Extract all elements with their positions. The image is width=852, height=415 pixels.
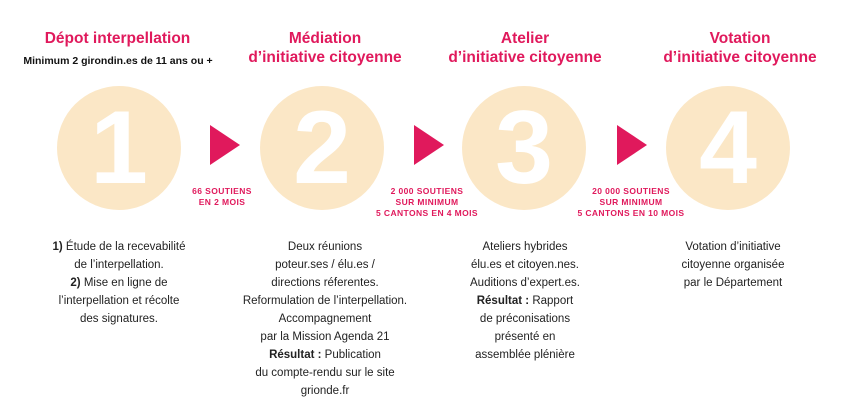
desc-line: des signatures. — [80, 313, 158, 325]
step-1-title-line: Dépot interpellation — [44, 30, 191, 47]
desc-line: directions réferentes. — [271, 277, 379, 289]
desc-line: Résultat : Rapport — [476, 295, 574, 307]
step-1-title — [15, 29, 220, 48]
step-3-title-line: d’initiative citoyenne — [448, 49, 602, 66]
threshold-1 — [167, 186, 277, 208]
step-1-number: 1 — [90, 90, 148, 206]
arrow-right-icon — [617, 125, 647, 165]
step-4-number: 4 — [699, 90, 757, 206]
desc-line: citoyenne organisée — [681, 259, 785, 271]
step-4-description — [648, 238, 818, 292]
desc-line: du compte-rendu sur le site — [255, 367, 395, 379]
desc-line: assemblée plénière — [475, 349, 575, 361]
threshold-line: 2 000 SOUTIENS — [390, 186, 464, 196]
desc-line: de l’interpellation. — [74, 259, 164, 271]
threshold-line: 5 CANTONS EN 4 MOIS — [376, 208, 478, 218]
step-3-title-line: Atelier — [500, 30, 550, 47]
threshold-line: 66 SOUTIENS — [192, 186, 252, 196]
desc-line: Votation d’initiative — [685, 241, 781, 253]
desc-line: Auditions d’expert.es. — [470, 277, 580, 289]
desc-line: Accompagnement — [278, 313, 372, 325]
step-1-description — [30, 238, 208, 328]
desc-line: poteur.ses / élu.es / — [275, 259, 375, 271]
desc-line: par le Département — [683, 277, 783, 289]
step-3-title — [425, 29, 625, 67]
step-2-title-line: Médiation — [288, 30, 362, 47]
threshold-line: SUR MINIMUM — [599, 197, 663, 207]
desc-line: présenté en — [494, 331, 556, 343]
step-4-title-line: Votation — [709, 30, 771, 47]
desc-line: Résultat : Publication — [269, 349, 381, 361]
step-2-title-line: d’initiative citoyenne — [248, 49, 402, 66]
desc-line: Ateliers hybrides — [482, 241, 568, 253]
step-2-description — [222, 238, 428, 400]
desc-line: 1) Étude de la recevabilité — [52, 241, 186, 253]
arrow-right-icon — [414, 125, 444, 165]
desc-line: Reformulation de l’interpellation. — [242, 295, 408, 307]
desc-line: 2) Mise en ligne de — [70, 277, 168, 289]
desc-line: l’interpellation et récolte — [58, 295, 180, 307]
step-3-description — [440, 238, 610, 364]
threshold-line: EN 2 MOIS — [198, 197, 246, 207]
desc-line: grionde.fr — [300, 385, 350, 397]
step-4-title — [640, 29, 840, 67]
desc-line: par la Mission Agenda 21 — [260, 331, 390, 343]
step-4-title-line: d’initiative citoyenne — [663, 49, 817, 66]
threshold-line: SUR MINIMUM — [395, 197, 459, 207]
desc-line: de préconisations — [479, 313, 571, 325]
step-2-title — [225, 29, 425, 67]
threshold-2 — [359, 186, 495, 219]
step-1-subtitle: Minimum 2 girondin.es de 11 ans ou + — [23, 55, 213, 67]
desc-line: Deux réunions — [287, 241, 363, 253]
threshold-line: 20 000 SOUTIENS — [592, 186, 670, 196]
step-1-circle — [57, 86, 181, 210]
threshold-3 — [563, 186, 699, 219]
desc-line: élu.es et citoyen.nes. — [470, 259, 580, 271]
step-2-number: 2 — [293, 90, 351, 206]
arrow-right-icon — [210, 125, 240, 165]
step-3-number: 3 — [495, 90, 553, 206]
step-4-circle — [666, 86, 790, 210]
threshold-line: 5 CANTONS EN 10 MOIS — [577, 208, 685, 218]
